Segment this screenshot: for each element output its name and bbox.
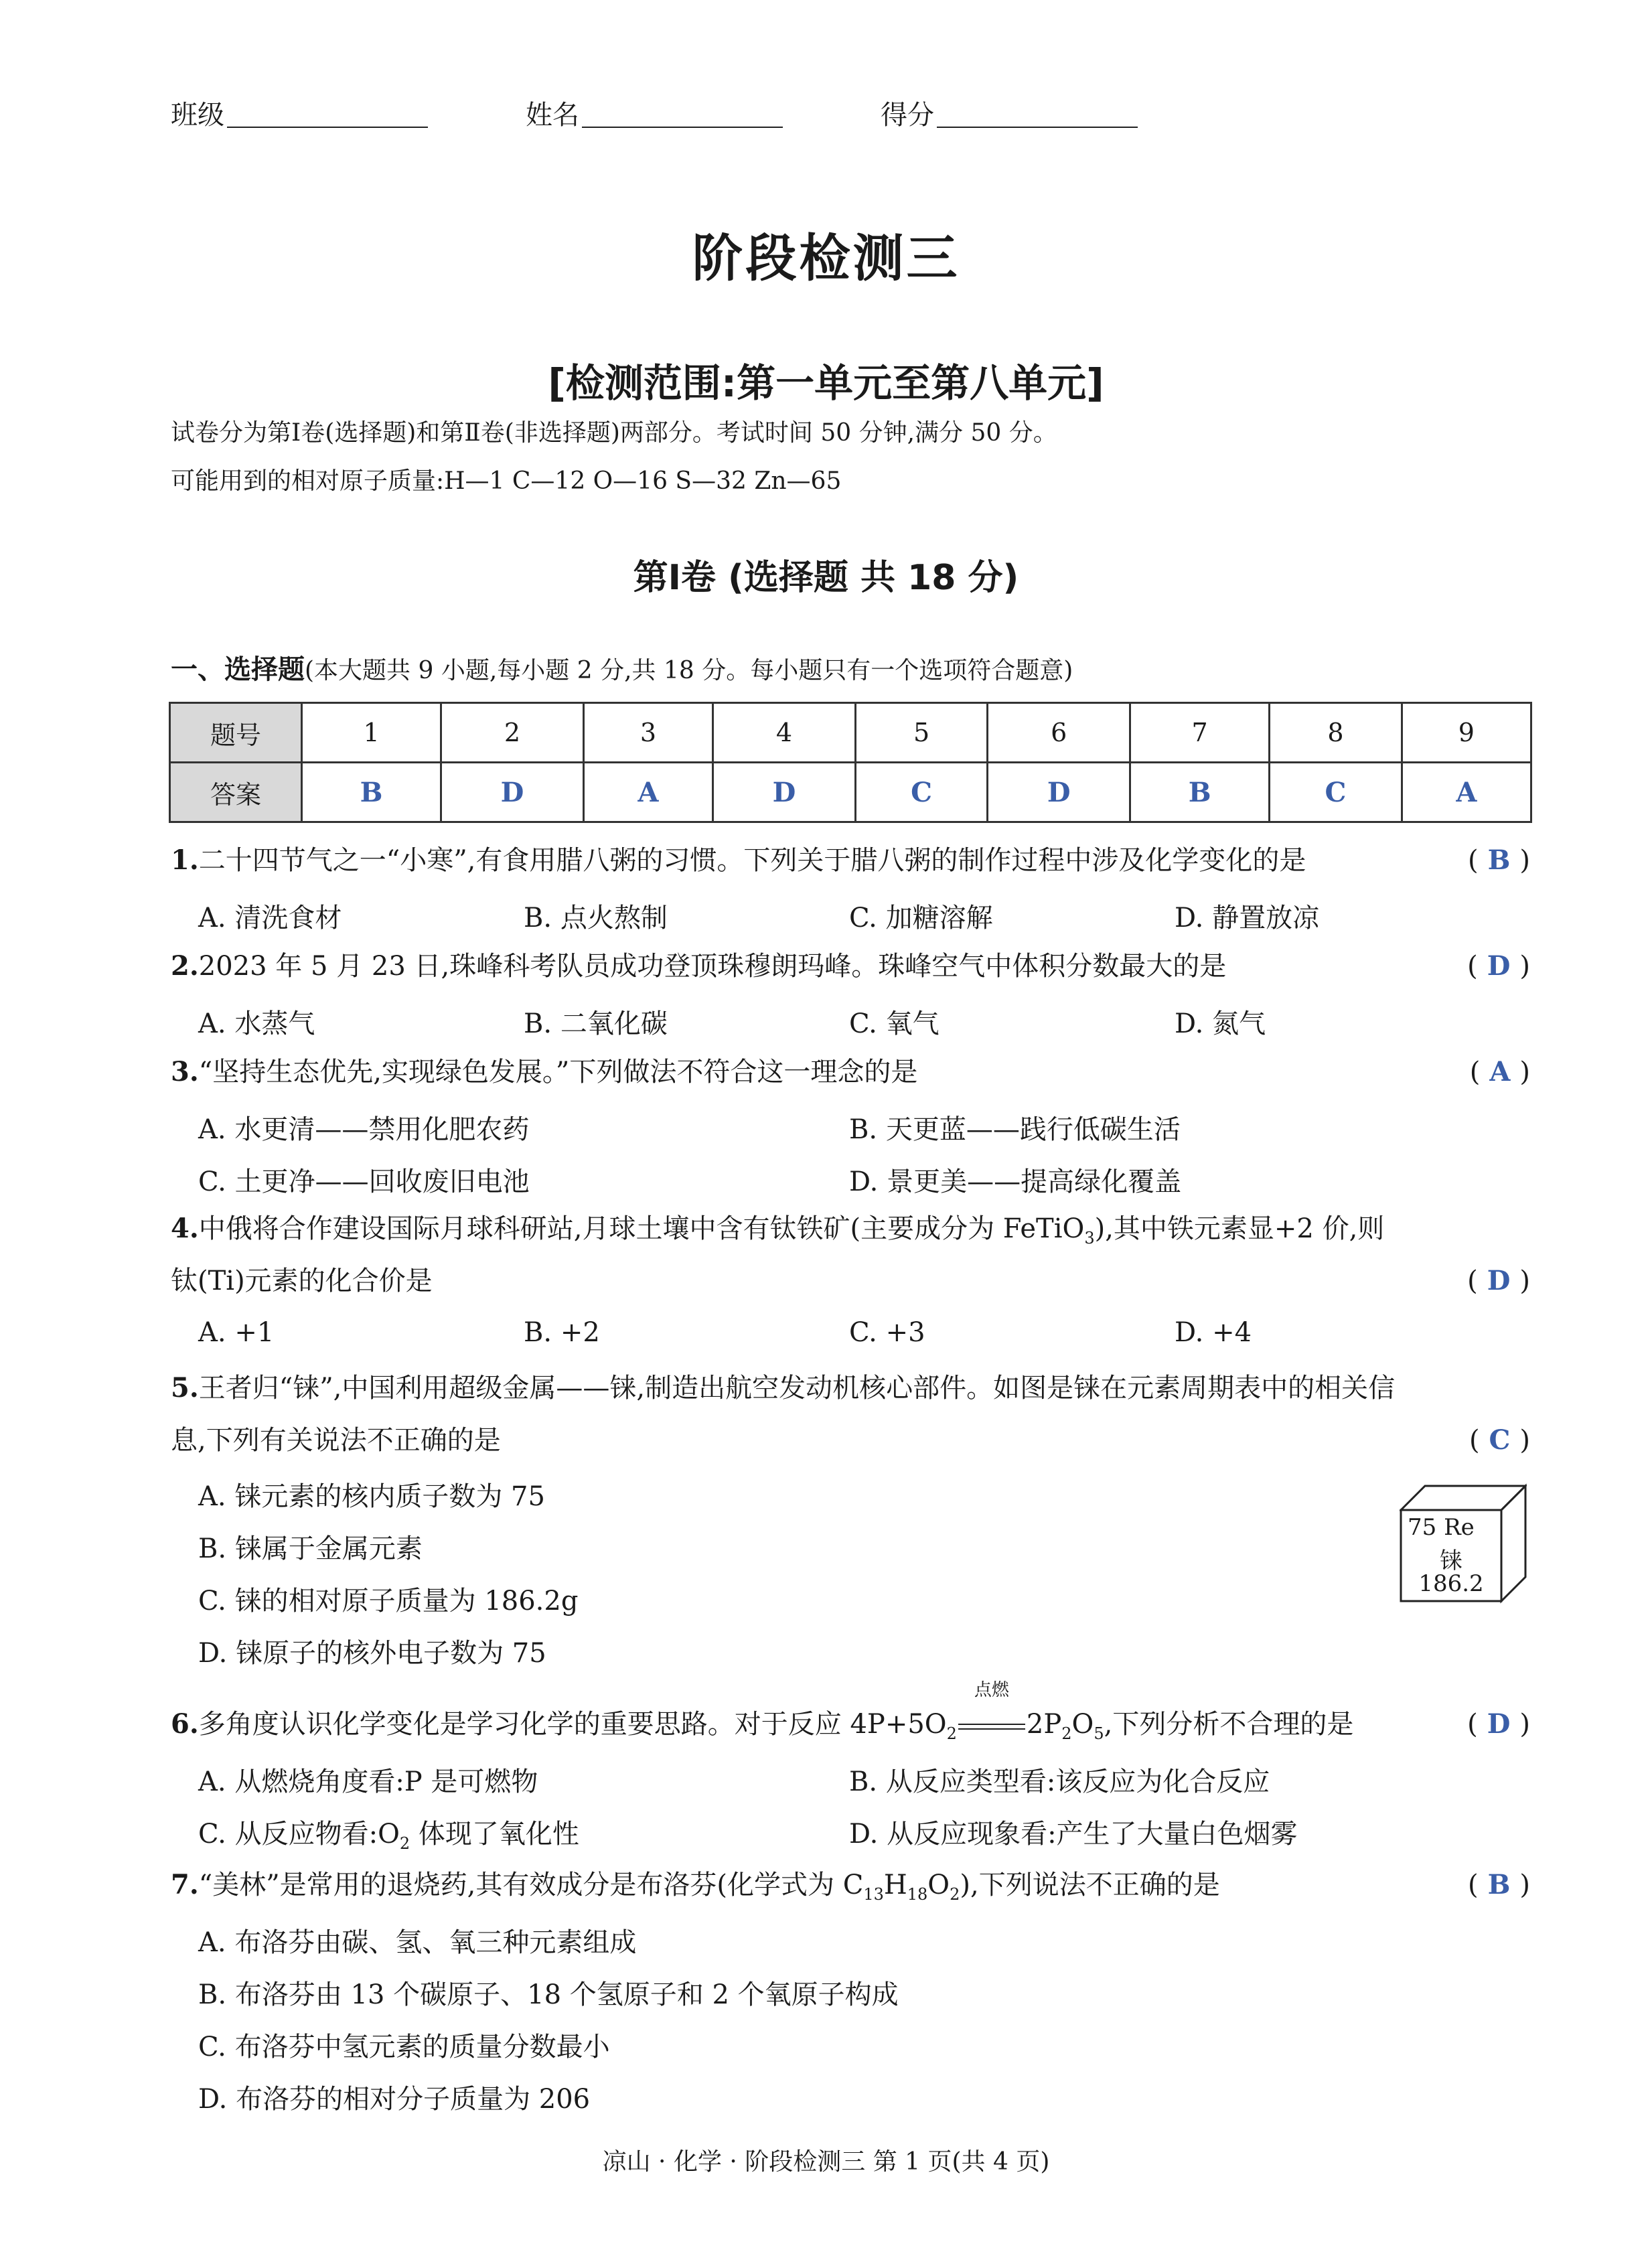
table-cell-number: 6 [988, 703, 1130, 763]
table-cell-answer[interactable]: D [713, 763, 856, 822]
answer-value[interactable]: D [1487, 950, 1511, 982]
question-stem: “坚持生态优先,实现绿色发展。”下列做法不符合这一理念的是 [198, 1057, 918, 1087]
answer-bracket: ( D ) [1467, 1708, 1530, 1740]
option-b[interactable]: B. 从反应类型看:该反应为化合反应 [849, 1766, 1270, 1797]
answer-bracket: ( B ) [1467, 844, 1530, 876]
question-stem: ,下列分析不合理的是 [1104, 1709, 1354, 1740]
page-footer: 凉山 · 化学 · 阶段检测三 第 1 页(共 4 页) [602, 2148, 1050, 2176]
table-cell-answer[interactable]: A [1402, 763, 1531, 822]
table-cell-number: 2 [441, 703, 584, 763]
option-c[interactable]: C. 布洛芬中氢元素的质量分数最小 [198, 2032, 610, 2062]
question-stem-end: ),其中铁元素显+2 价,则 [1094, 1213, 1385, 1244]
subscript: 2 [399, 1834, 410, 1853]
question-stem: 多角度认识化学变化是学习化学的重要思路。对于反应 4P+5O [198, 1709, 947, 1740]
table-cell-answer[interactable]: B [1130, 763, 1270, 822]
element-card-rhenium [1400, 1483, 1527, 1604]
option-c[interactable]: C. +3 [849, 1317, 925, 1348]
option-a[interactable]: A. +1 [198, 1317, 275, 1348]
question-7 [171, 1860, 1530, 1920]
option-d[interactable]: D. 布洛芬的相对分子质量为 206 [198, 2084, 591, 2115]
question-stem: 王者归“铼”,中国利用超级金属——铼,制造出航空发动机核心部件。如图是铼在元素周期表中的相关信 [198, 1373, 1396, 1404]
option-a[interactable]: A. 水蒸气 [198, 1008, 315, 1039]
option-d[interactable]: D. 从反应现象看:产生了大量白色烟雾 [849, 1819, 1298, 1850]
answer-table-number-row [170, 703, 1531, 763]
question-number: 7. [171, 1869, 199, 1900]
table-cell-number: 5 [855, 703, 988, 763]
subscript: 13 [863, 1885, 884, 1904]
table-cell-answer[interactable]: C [855, 763, 988, 822]
class-field [171, 94, 428, 132]
option-b[interactable]: B. 二氧化碳 [524, 1008, 668, 1039]
answer-value[interactable]: A [1489, 1056, 1511, 1087]
table-cell-number: 3 [583, 703, 712, 763]
option-c[interactable]: C. 土更净——回收废旧电池 [198, 1166, 530, 1197]
option-text: 体现了氧化性 [410, 1819, 579, 1850]
question-number: 5. [171, 1372, 199, 1404]
question-3 [171, 1047, 1530, 1098]
answer-value[interactable]: C [1489, 1424, 1511, 1456]
reaction-condition: 点燃 [974, 1680, 1009, 1700]
option-c[interactable] [198, 1813, 579, 1853]
question-4 [171, 1203, 1530, 1264]
score-field [881, 94, 1138, 132]
option-a[interactable]: A. 水更清——禁用化肥农药 [198, 1114, 530, 1145]
answer-bracket: ( D ) [1467, 950, 1530, 982]
score-label: 得分 [881, 100, 934, 131]
answer-table-answer-row [170, 763, 1531, 822]
intro-line-2: 可能用到的相对原子质量:H—1 C—12 O—16 S—32 Zn—65 [171, 467, 842, 495]
question-stem: H [883, 1870, 907, 1900]
table-cell-number: 4 [713, 703, 856, 763]
table-cell-number: 1 [302, 703, 441, 763]
option-d[interactable]: D. +4 [1175, 1317, 1252, 1348]
question-6 [171, 1680, 1530, 1759]
table-cell-number: 8 [1270, 703, 1402, 763]
element-number-symbol [1408, 1514, 1501, 1541]
question-5-line-2 [171, 1415, 1530, 1466]
subscript: 2 [950, 1885, 960, 1904]
option-a[interactable]: A. 从燃烧角度看:P 是可燃物 [198, 1766, 538, 1797]
answer-value[interactable]: B [1487, 1869, 1511, 1900]
answer-table [169, 702, 1532, 823]
question-stem: O [927, 1870, 950, 1900]
answer-value[interactable]: D [1487, 1265, 1511, 1296]
option-a[interactable]: A. 布洛芬由碳、氢、氧三种元素组成 [198, 1927, 637, 1958]
question-number: 3. [171, 1056, 199, 1087]
option-c[interactable]: C. 氧气 [849, 1008, 940, 1039]
name-field [526, 94, 783, 132]
option-d[interactable]: D. 景更美——提高绿化覆盖 [849, 1166, 1182, 1197]
question-stem: 二十四节气之一“小寒”,有食用腊八粥的习惯。下列关于腊八粥的制作过程中涉及化学变化的是 [198, 845, 1306, 876]
subscript: 2 [1061, 1724, 1072, 1743]
option-b[interactable]: B. 布洛芬由 13 个碳原子、18 个氢原子和 2 个氧原子构成 [198, 1979, 899, 2010]
reaction-arrow [957, 1680, 1027, 1750]
element-symbol: Re [1444, 1514, 1475, 1541]
option-c[interactable]: C. 铼的相对原子质量为 186.2g [198, 1586, 579, 1616]
option-d[interactable]: D. 氮气 [1175, 1008, 1266, 1039]
answer-bracket: ( A ) [1469, 1056, 1530, 1087]
question-5 [171, 1363, 1530, 1414]
answer-value[interactable]: D [1487, 1708, 1511, 1740]
name-label: 姓名 [526, 100, 579, 131]
option-d[interactable]: D. 铼原子的核外电子数为 75 [198, 1638, 546, 1669]
table-cell-answer[interactable]: A [583, 763, 712, 822]
option-b[interactable]: B. +2 [524, 1317, 600, 1348]
answer-bracket: ( D ) [1467, 1265, 1530, 1296]
question-number: 2. [171, 950, 199, 982]
table-cell-answer[interactable]: C [1270, 763, 1402, 822]
option-a[interactable]: A. 清洗食材 [198, 903, 342, 933]
element-number: 75 [1408, 1514, 1437, 1541]
option-d[interactable]: D. 静置放凉 [1175, 903, 1320, 933]
question-2 [171, 941, 1530, 992]
section-heading [171, 648, 1073, 686]
section-label: 一、选择题 [171, 654, 305, 685]
intro-line-1: 试卷分为第Ⅰ卷(选择题)和第Ⅱ卷(非选择题)两部分。考试时间 50 分钟,满分 50 分。 [171, 419, 1057, 447]
question-stem: 中俄将合作建设国际月球科研站,月球土壤中含有钛铁矿(主要成分为 FeTiO [198, 1213, 1085, 1244]
section-note: (本大题共 9 小题,每小题 2 分,共 18 分。每小题只有一个选项符合题意) [305, 657, 1073, 684]
subscript: 5 [1094, 1724, 1104, 1743]
table-cell-answer[interactable]: D [988, 763, 1130, 822]
option-b[interactable]: B. 天更蓝——践行低碳生活 [849, 1114, 1181, 1145]
subscript: 18 [907, 1885, 928, 1904]
element-mass: 186.2 [1418, 1570, 1484, 1597]
subscript: 3 [1084, 1229, 1095, 1248]
answer-value[interactable]: B [1487, 844, 1511, 876]
name-blank[interactable] [582, 127, 783, 128]
question-4-line-2 [171, 1256, 1530, 1306]
question-number: 6. [171, 1708, 199, 1740]
class-blank[interactable] [227, 127, 428, 128]
question-stem: 2023 年 5 月 23 日,珠峰科考队员成功登顶珠穆朗玛峰。珠峰空气中体积分数最大的是 [198, 951, 1227, 982]
question-number: 1. [171, 844, 199, 876]
part-title: 第Ⅰ卷 (选择题 共 18 分) [633, 558, 1019, 598]
option-text: C. 从反应物看:O [198, 1819, 400, 1850]
option-a[interactable]: A. 铼元素的核内质子数为 75 [198, 1481, 545, 1512]
class-label: 班级 [171, 100, 224, 131]
subscript: 2 [946, 1724, 957, 1743]
question-stem: 息,下列有关说法不正确的是 [171, 1425, 501, 1456]
option-b[interactable]: B. 点火熬制 [524, 903, 668, 933]
question-1 [171, 835, 1530, 886]
page-title: 阶段检测三 [692, 228, 960, 288]
question-number: 4. [171, 1213, 199, 1244]
table-cell-number: 7 [1130, 703, 1270, 763]
question-stem: “美林”是常用的退烧药,其有效成分是布洛芬(化学式为 C [198, 1870, 864, 1900]
option-b[interactable]: B. 铼属于金属元素 [198, 1533, 423, 1564]
table-header-answer: 答案 [170, 763, 302, 822]
question-stem: ),下列说法不正确的是 [960, 1870, 1220, 1900]
table-header-number: 题号 [170, 703, 302, 763]
answer-bracket: ( B ) [1467, 1869, 1530, 1900]
option-c[interactable]: C. 加糖溶解 [849, 903, 993, 933]
question-stem: 2P [1026, 1709, 1062, 1740]
table-cell-answer[interactable]: D [441, 763, 584, 822]
table-cell-answer[interactable]: B [302, 763, 441, 822]
element-name: 铼 [1440, 1548, 1462, 1574]
question-stem: O [1071, 1709, 1094, 1740]
answer-bracket: ( C ) [1469, 1424, 1530, 1456]
question-stem: 钛(Ti)元素的化合价是 [171, 1266, 433, 1296]
score-blank[interactable] [937, 127, 1138, 128]
table-cell-number: 9 [1402, 703, 1531, 763]
exam-scope: [检测范围:第一单元至第八单元] [548, 360, 1104, 406]
